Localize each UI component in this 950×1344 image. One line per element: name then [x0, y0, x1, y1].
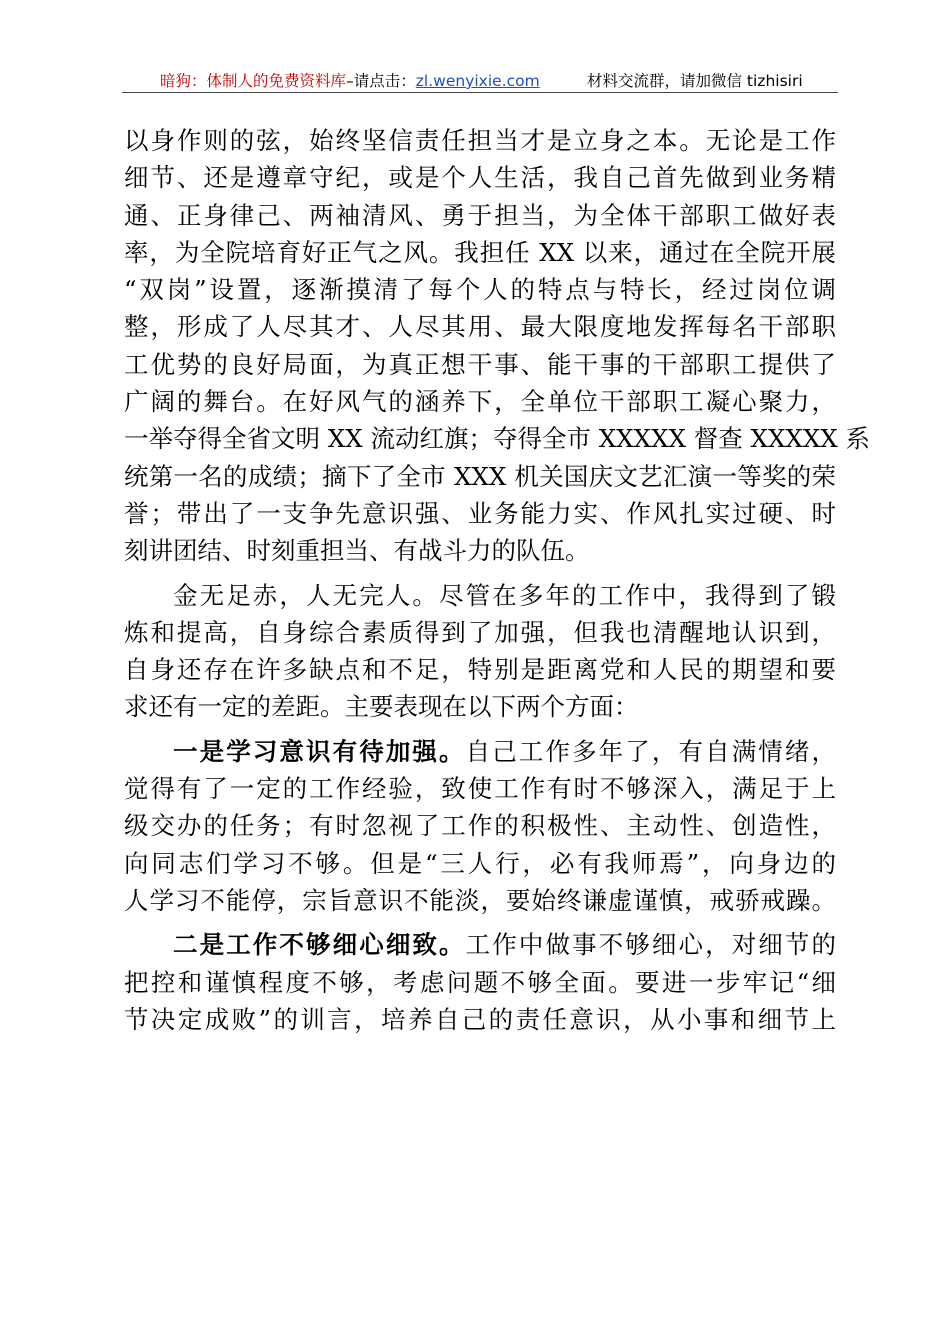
text-line: 广阔的舞台。在好风气的涵养下，全单位干部职工凝心聚力，	[124, 387, 836, 417]
text-line: 求还有一定的差距。主要表现在以下两个方面：	[124, 692, 639, 722]
paragraph-4	[124, 926, 836, 1038]
text-line: 觉得有了一定的工作经验，致使工作有时不够深入，满足于上	[124, 774, 836, 804]
text-line: 通、正身律己、两袖清风、勇于担当，为全体干部职工做好表	[124, 200, 836, 230]
header-click-prompt: –请点击：	[346, 72, 416, 90]
text-line: 统第一名的成绩；摘下了全市 XXX 机关国庆文艺汇演一等奖的荣	[124, 461, 836, 491]
header-site-name: 暗狗：体制人的免费资料库	[160, 72, 347, 90]
text-line: 人学习不能停，宗旨意识不能淡，要始终谦虚谨慎，戒骄戒躁。	[124, 885, 836, 915]
text-line: 整，形成了人尽其才、人尽其用、最大限度地发挥每名干部职	[124, 312, 836, 342]
text-line: 刻讲团结、时刻重担当、有战斗力的队伍。	[124, 536, 590, 566]
text-line: 以身作则的弦，始终坚信责任担当才是立身之本。无论是工作	[124, 126, 836, 155]
text-line: “双岗”设置，逐渐摸清了每个人的特点与特长，经过岗位调	[124, 275, 836, 305]
text-line	[124, 926, 836, 963]
paragraph-1	[124, 122, 871, 570]
text-line: 向同志们学习不够。但是“三人行，必有我师焉”，向身边的	[124, 848, 836, 878]
text-line: 誉；带出了一支争先意识强、业务能力实、作风扎实过硬、时	[124, 498, 836, 528]
text-line: 级交办的任务；有时忽视了工作的积极性、主动性、创造性，	[124, 811, 836, 841]
page-header	[122, 62, 838, 93]
header-site-link[interactable]: zl.wenyixie.com	[415, 72, 540, 90]
document-body	[124, 122, 871, 1038]
point-text: 自己工作多年了，有自满情绪，	[465, 736, 837, 766]
point-heading-2: 二是工作不够细心细致。	[173, 930, 466, 960]
point-heading-1: 一是学习意识有待加强。	[173, 736, 466, 766]
text-line	[124, 733, 836, 770]
header-wechat-note: 材料交流群，请加微信 tizhisiri	[587, 72, 803, 90]
text-line: 自身还存在许多缺点和不足，特别是距离党和人民的期望和要	[124, 655, 836, 685]
paragraph-3	[124, 733, 836, 919]
text-line: 工优势的良好局面，为真正想干事、能干事的干部职工提供了	[124, 349, 836, 379]
text-line: 把控和谨慎程度不够，考虑问题不够全面。要进一步牢记“细	[124, 967, 836, 997]
point-text: 工作中做事不够细心，对细节的	[465, 930, 837, 960]
paragraph-2	[124, 577, 836, 726]
text-line: 炼和提高，自身综合素质得到了加强，但我也清醒地认识到，	[124, 617, 836, 647]
header-source-title	[160, 69, 540, 91]
text-line: 率，为全院培育好正气之风。我担任 XX 以来，通过在全院开展	[124, 237, 836, 267]
text-line: 金无足赤，人无完人。尽管在多年的工作中，我得到了锻	[173, 580, 836, 610]
text-line: 细节、还是遵章守纪，或是个人生活，我自己首先做到业务精	[124, 163, 836, 193]
text-line: 一举夺得全省文明 XX 流动红旗；夺得全市 XXXXX 督查 XXXXX 系	[124, 424, 871, 454]
text-line: 节决定成败”的训言，培养自己的责任意识，从小事和细节上	[124, 1004, 836, 1034]
